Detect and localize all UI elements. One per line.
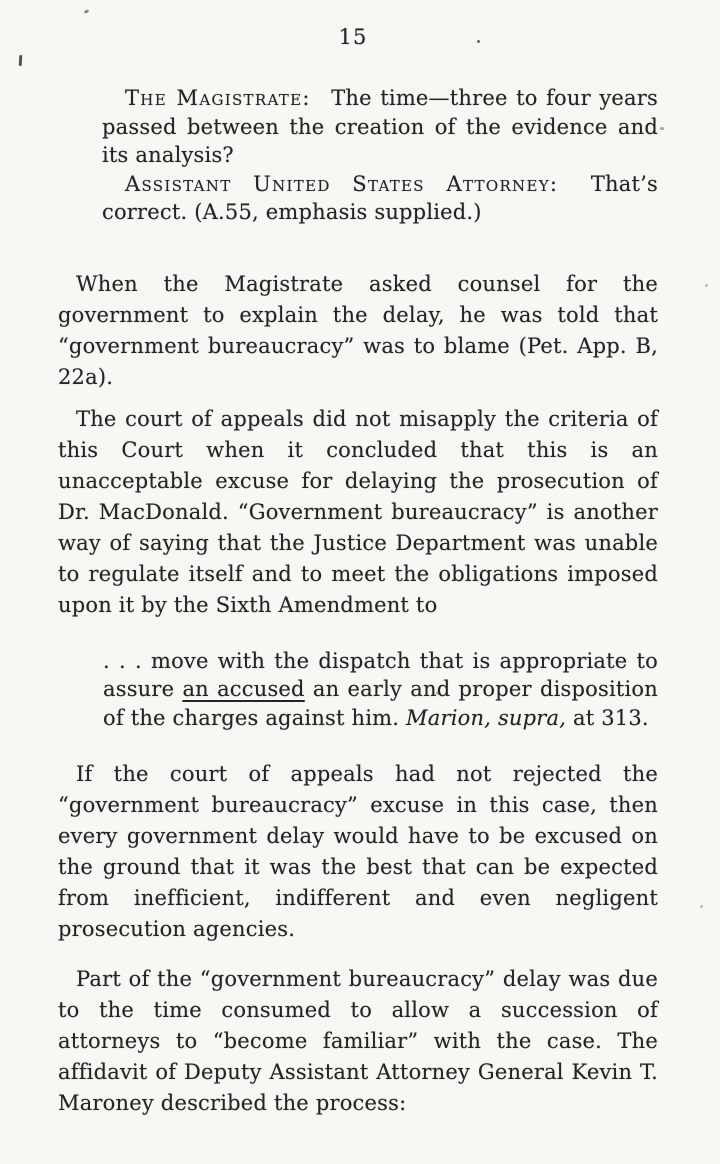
magistrate-question: The time—three to four years passed between the creation of the evidence and its analysis? xyxy=(102,86,658,167)
scan-speck xyxy=(84,9,90,14)
scan-speck xyxy=(705,284,708,287)
page-text-block xyxy=(58,84,658,1119)
scan-speck xyxy=(477,40,480,43)
transcript-line-ausa xyxy=(102,170,658,227)
ausa-answer: That’s correct. (A.55, emphasis supplied.) xyxy=(102,171,658,224)
citation-case-name: Marion, supra, xyxy=(406,705,567,730)
citation-pincite: at 313. xyxy=(566,705,649,730)
scan-speck xyxy=(660,127,664,130)
scan-speck xyxy=(436,692,439,695)
scan-speck xyxy=(700,905,703,908)
speaker-magistrate: The Magistrate: xyxy=(125,86,311,110)
paragraph-rejected-excuse: If the court of appeals had not rejected the “government bureaucracy” excuse in this case, then every government delay would have to be excused on the ground that it was the best that can be expected from inefficient, indifferent and even negligent prosecution agencies. xyxy=(58,762,658,941)
citation-text-lead: . . . move with the dispatch that is appropriate to assure xyxy=(103,648,658,701)
speaker-ausa: Assistant United States Attorney: xyxy=(125,171,559,196)
paragraph-government-excuse: When the Magistrate asked counsel for the government to explain the delay, he was told that “government bureaucracy” was to blame (Pet. App. B, 22a). xyxy=(58,271,658,389)
citation-text-mid: an early and proper disposition of the charges against him. xyxy=(103,677,659,730)
citation-quote-marion xyxy=(103,647,658,733)
transcript-quote xyxy=(102,84,658,227)
page-number: 15 xyxy=(338,25,368,49)
paragraph-court-criteria: The court of appeals did not misapply the criteria of this Court when it concluded that this is an unacceptable excuse for delaying the prosecution of Dr. MacDonald. “Government bureaucracy” is another way of saying that the Justice Department was unable to regulate itself and to meet the obligations imposed upon it by the Sixth Amendment to xyxy=(58,406,658,617)
citation-underlined-phrase: an accused xyxy=(182,677,305,701)
transcript-line-magistrate xyxy=(102,84,658,170)
paragraph-succession-attorneys: Part of the “government bureaucracy” delay was due to the time consumed to allow a succession of attorneys to “become familiar” with the case. The affidavit of Deputy Assistant Attorney General Kevin T. Maroney described the process: xyxy=(58,967,658,1115)
scan-speck xyxy=(19,55,23,66)
